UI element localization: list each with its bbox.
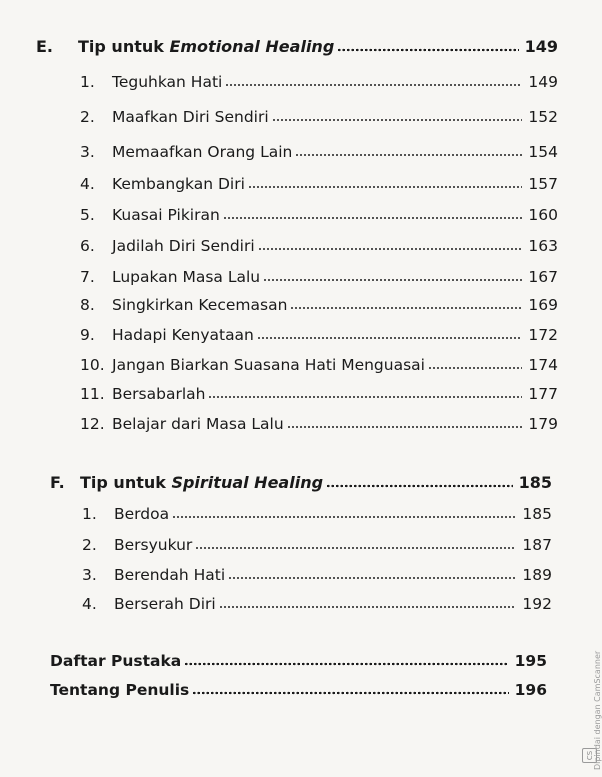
entry-title: Singkirkan Kecemasan bbox=[112, 296, 288, 314]
section-letter: F. bbox=[50, 473, 65, 492]
page-number: 157 bbox=[528, 175, 558, 193]
page-number: 149 bbox=[528, 73, 558, 91]
toc-entry[interactable] bbox=[80, 206, 558, 224]
dot-leader bbox=[172, 509, 516, 519]
toc-entry[interactable] bbox=[80, 143, 558, 161]
dot-leader bbox=[263, 272, 522, 282]
dot-leader bbox=[295, 147, 522, 157]
entry-number: 6. bbox=[80, 237, 95, 255]
entry-number: 3. bbox=[80, 143, 95, 161]
toc-entry[interactable] bbox=[80, 326, 558, 344]
toc-entry[interactable] bbox=[80, 385, 558, 403]
entry-title: Berendah Hati bbox=[114, 566, 226, 584]
entry-number: 2. bbox=[80, 108, 95, 126]
page-number: 185 bbox=[518, 473, 552, 492]
entry-title: Bersabarlah bbox=[112, 385, 206, 403]
dot-leader bbox=[223, 210, 523, 220]
page-number: 185 bbox=[522, 505, 552, 523]
entry-title: Jangan Biarkan Suasana Hati Menguasai bbox=[112, 356, 425, 374]
dot-leader bbox=[272, 112, 523, 122]
entry-title: Teguhkan Hati bbox=[112, 73, 223, 91]
page-number: 187 bbox=[522, 536, 552, 554]
page-number: 192 bbox=[522, 595, 552, 613]
dot-leader bbox=[184, 656, 508, 666]
toc-entry[interactable] bbox=[80, 268, 558, 286]
page-number: 172 bbox=[528, 326, 558, 344]
toc-entry[interactable] bbox=[80, 296, 558, 314]
dot-leader bbox=[287, 419, 523, 429]
toc-entry[interactable] bbox=[80, 237, 558, 255]
entry-title: Belajar dari Masa Lalu bbox=[112, 415, 284, 433]
page-number: 196 bbox=[514, 681, 547, 699]
dot-leader bbox=[192, 685, 508, 695]
entry-title: Berserah Diri bbox=[114, 595, 216, 613]
toc-entry[interactable] bbox=[82, 505, 552, 523]
toc-entry[interactable] bbox=[80, 415, 558, 433]
page-number: 174 bbox=[528, 356, 558, 374]
dot-leader bbox=[225, 77, 522, 87]
entry-title: Jadilah Diri Sendiri bbox=[112, 237, 255, 255]
toc-section-f[interactable] bbox=[50, 473, 552, 492]
entry-title: Berdoa bbox=[114, 505, 170, 523]
entry-title: Bersyukur bbox=[114, 536, 193, 554]
toc-entry[interactable] bbox=[82, 566, 552, 584]
dot-leader bbox=[248, 179, 523, 189]
page-number: 189 bbox=[522, 566, 552, 584]
entry-title: Kuasai Pikiran bbox=[112, 206, 220, 224]
dot-leader bbox=[208, 389, 522, 399]
entry-number: 4. bbox=[82, 595, 97, 613]
page-number: 149 bbox=[524, 37, 558, 56]
entry-number: 1. bbox=[82, 505, 97, 523]
entry-number: 9. bbox=[80, 326, 95, 344]
entry-number: 8. bbox=[80, 296, 95, 314]
toc-bibliography[interactable] bbox=[50, 652, 547, 670]
entry-number: 3. bbox=[82, 566, 97, 584]
toc-entry[interactable] bbox=[80, 175, 558, 193]
entry-number: 5. bbox=[80, 206, 95, 224]
page-number: 195 bbox=[514, 652, 547, 670]
entry-title: Hadapi Kenyataan bbox=[112, 326, 254, 344]
entry-title: Lupakan Masa Lalu bbox=[112, 268, 261, 286]
section-letter: E. bbox=[36, 37, 54, 56]
dot-leader bbox=[258, 241, 523, 251]
entry-title: Daftar Pustaka bbox=[50, 652, 182, 670]
dot-leader bbox=[257, 330, 523, 340]
watermark-text: Dipindai dengan CamScanner bbox=[593, 650, 602, 770]
toc-entry[interactable] bbox=[80, 108, 558, 126]
section-title: Tip untuk Emotional Healing bbox=[78, 37, 335, 56]
dot-leader bbox=[290, 300, 522, 310]
section-title: Tip untuk Spiritual Healing bbox=[80, 473, 324, 492]
toc-section-e[interactable] bbox=[36, 37, 558, 56]
entry-number: 10. bbox=[80, 356, 105, 374]
page-number: 154 bbox=[528, 143, 558, 161]
page-number: 179 bbox=[528, 415, 558, 433]
camscanner-logo-icon: CS bbox=[582, 748, 597, 763]
entry-number: 11. bbox=[80, 385, 105, 403]
entry-title: Tentang Penulis bbox=[50, 681, 190, 699]
entry-title: Kembangkan Diri bbox=[112, 175, 245, 193]
toc-entry[interactable] bbox=[80, 356, 558, 374]
entry-number: 2. bbox=[82, 536, 97, 554]
dot-leader bbox=[219, 599, 517, 609]
page-number: 163 bbox=[528, 237, 558, 255]
dot-leader bbox=[228, 570, 516, 580]
entry-number: 12. bbox=[80, 415, 105, 433]
toc-entry[interactable] bbox=[80, 73, 558, 91]
entry-title: Memaafkan Orang Lain bbox=[112, 143, 293, 161]
page-number: 167 bbox=[528, 268, 558, 286]
dot-leader bbox=[326, 478, 513, 488]
toc-about-author[interactable] bbox=[50, 681, 547, 699]
entry-title: Maafkan Diri Sendiri bbox=[112, 108, 269, 126]
page-number: 152 bbox=[528, 108, 558, 126]
page-number: 169 bbox=[528, 296, 558, 314]
dot-leader bbox=[195, 540, 516, 550]
entry-number: 7. bbox=[80, 268, 95, 286]
dot-leader bbox=[428, 360, 522, 370]
page-number: 177 bbox=[528, 385, 558, 403]
toc-entry[interactable] bbox=[82, 595, 552, 613]
entry-number: 4. bbox=[80, 175, 95, 193]
dot-leader bbox=[337, 42, 518, 52]
entry-number: 1. bbox=[80, 73, 95, 91]
toc-entry[interactable] bbox=[82, 536, 552, 554]
page-number: 160 bbox=[528, 206, 558, 224]
